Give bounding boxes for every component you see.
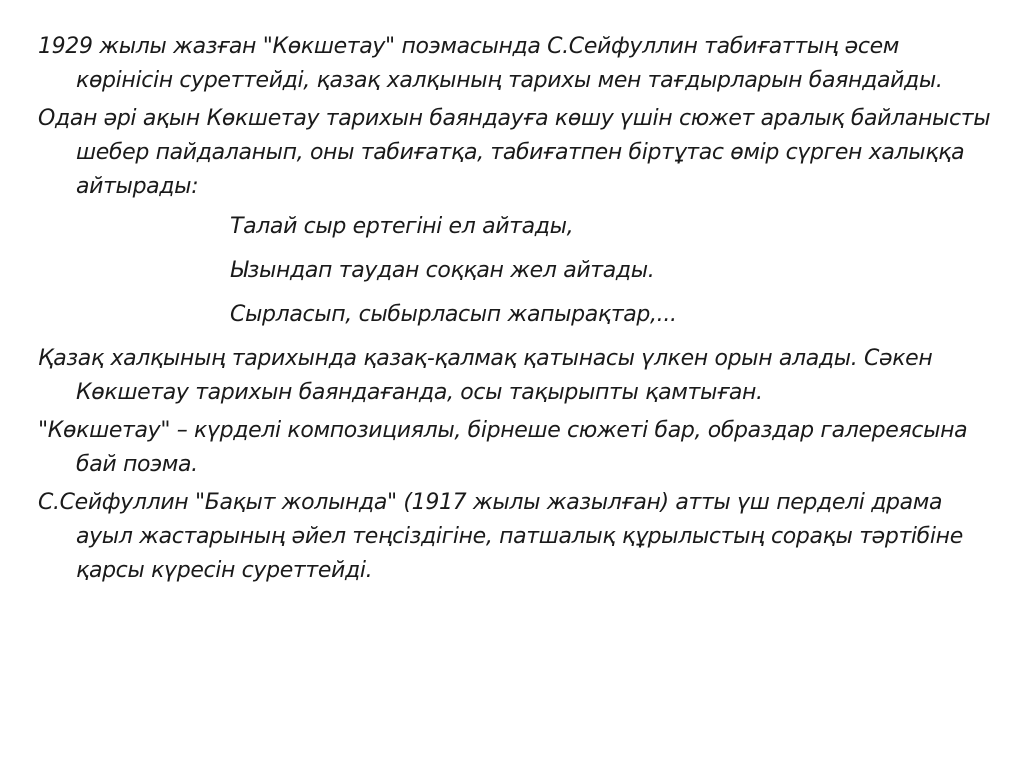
verse-quote [38,210,998,332]
paragraph-kokshetau-poem: 1929 жылы жазған "Көкшетау" поэмасында С.Сейфуллин табиғаттың әсем көрінісін суреттейді, қазақ халқының тарихы мен тағдырларын баяндайды. [38,34,943,93]
paragraph-history-transition: Одан әрі ақын Көкшетау тарихын баяндауға көшу үшін сюжет аралық байланысты шебер пайдаланып, оны табиғатқа, табиғатпен біртұтас өмір сүрген халыққа айтырады: [38,106,991,199]
paragraph-kazakh-kalmyk: Қазақ халқының тарихында қазақ-қалмақ қатынасы үлкен орын алады. Сәкен Көкшетау тарихын баяндағанда, осы тақырыпты қамтыған. [38,346,933,405]
verse-line: Ызындап таудан соққан жел айтады. [230,258,655,283]
paragraph-composition: "Көкшетау" – күрделі композициялы, бірнеше сюжеті бар, образдар галереясына бай поэма. [38,418,968,477]
slide-text-body [38,30,998,592]
verse-line: Талай сыр ертегіні ел айтады, [230,214,574,239]
verse-line: Сырласып, сыбырласып жапырақтар,... [230,302,677,327]
paragraph-bakyt-zholynda: С.Сейфуллин "Бақыт жолында" (1917 жылы жазылған) атты үш перделі драма ауыл жастарының әйел теңсіздігіне, патшалық құрылыстың сорақы тәртібіне қарсы күресін суреттейді. [38,490,963,583]
